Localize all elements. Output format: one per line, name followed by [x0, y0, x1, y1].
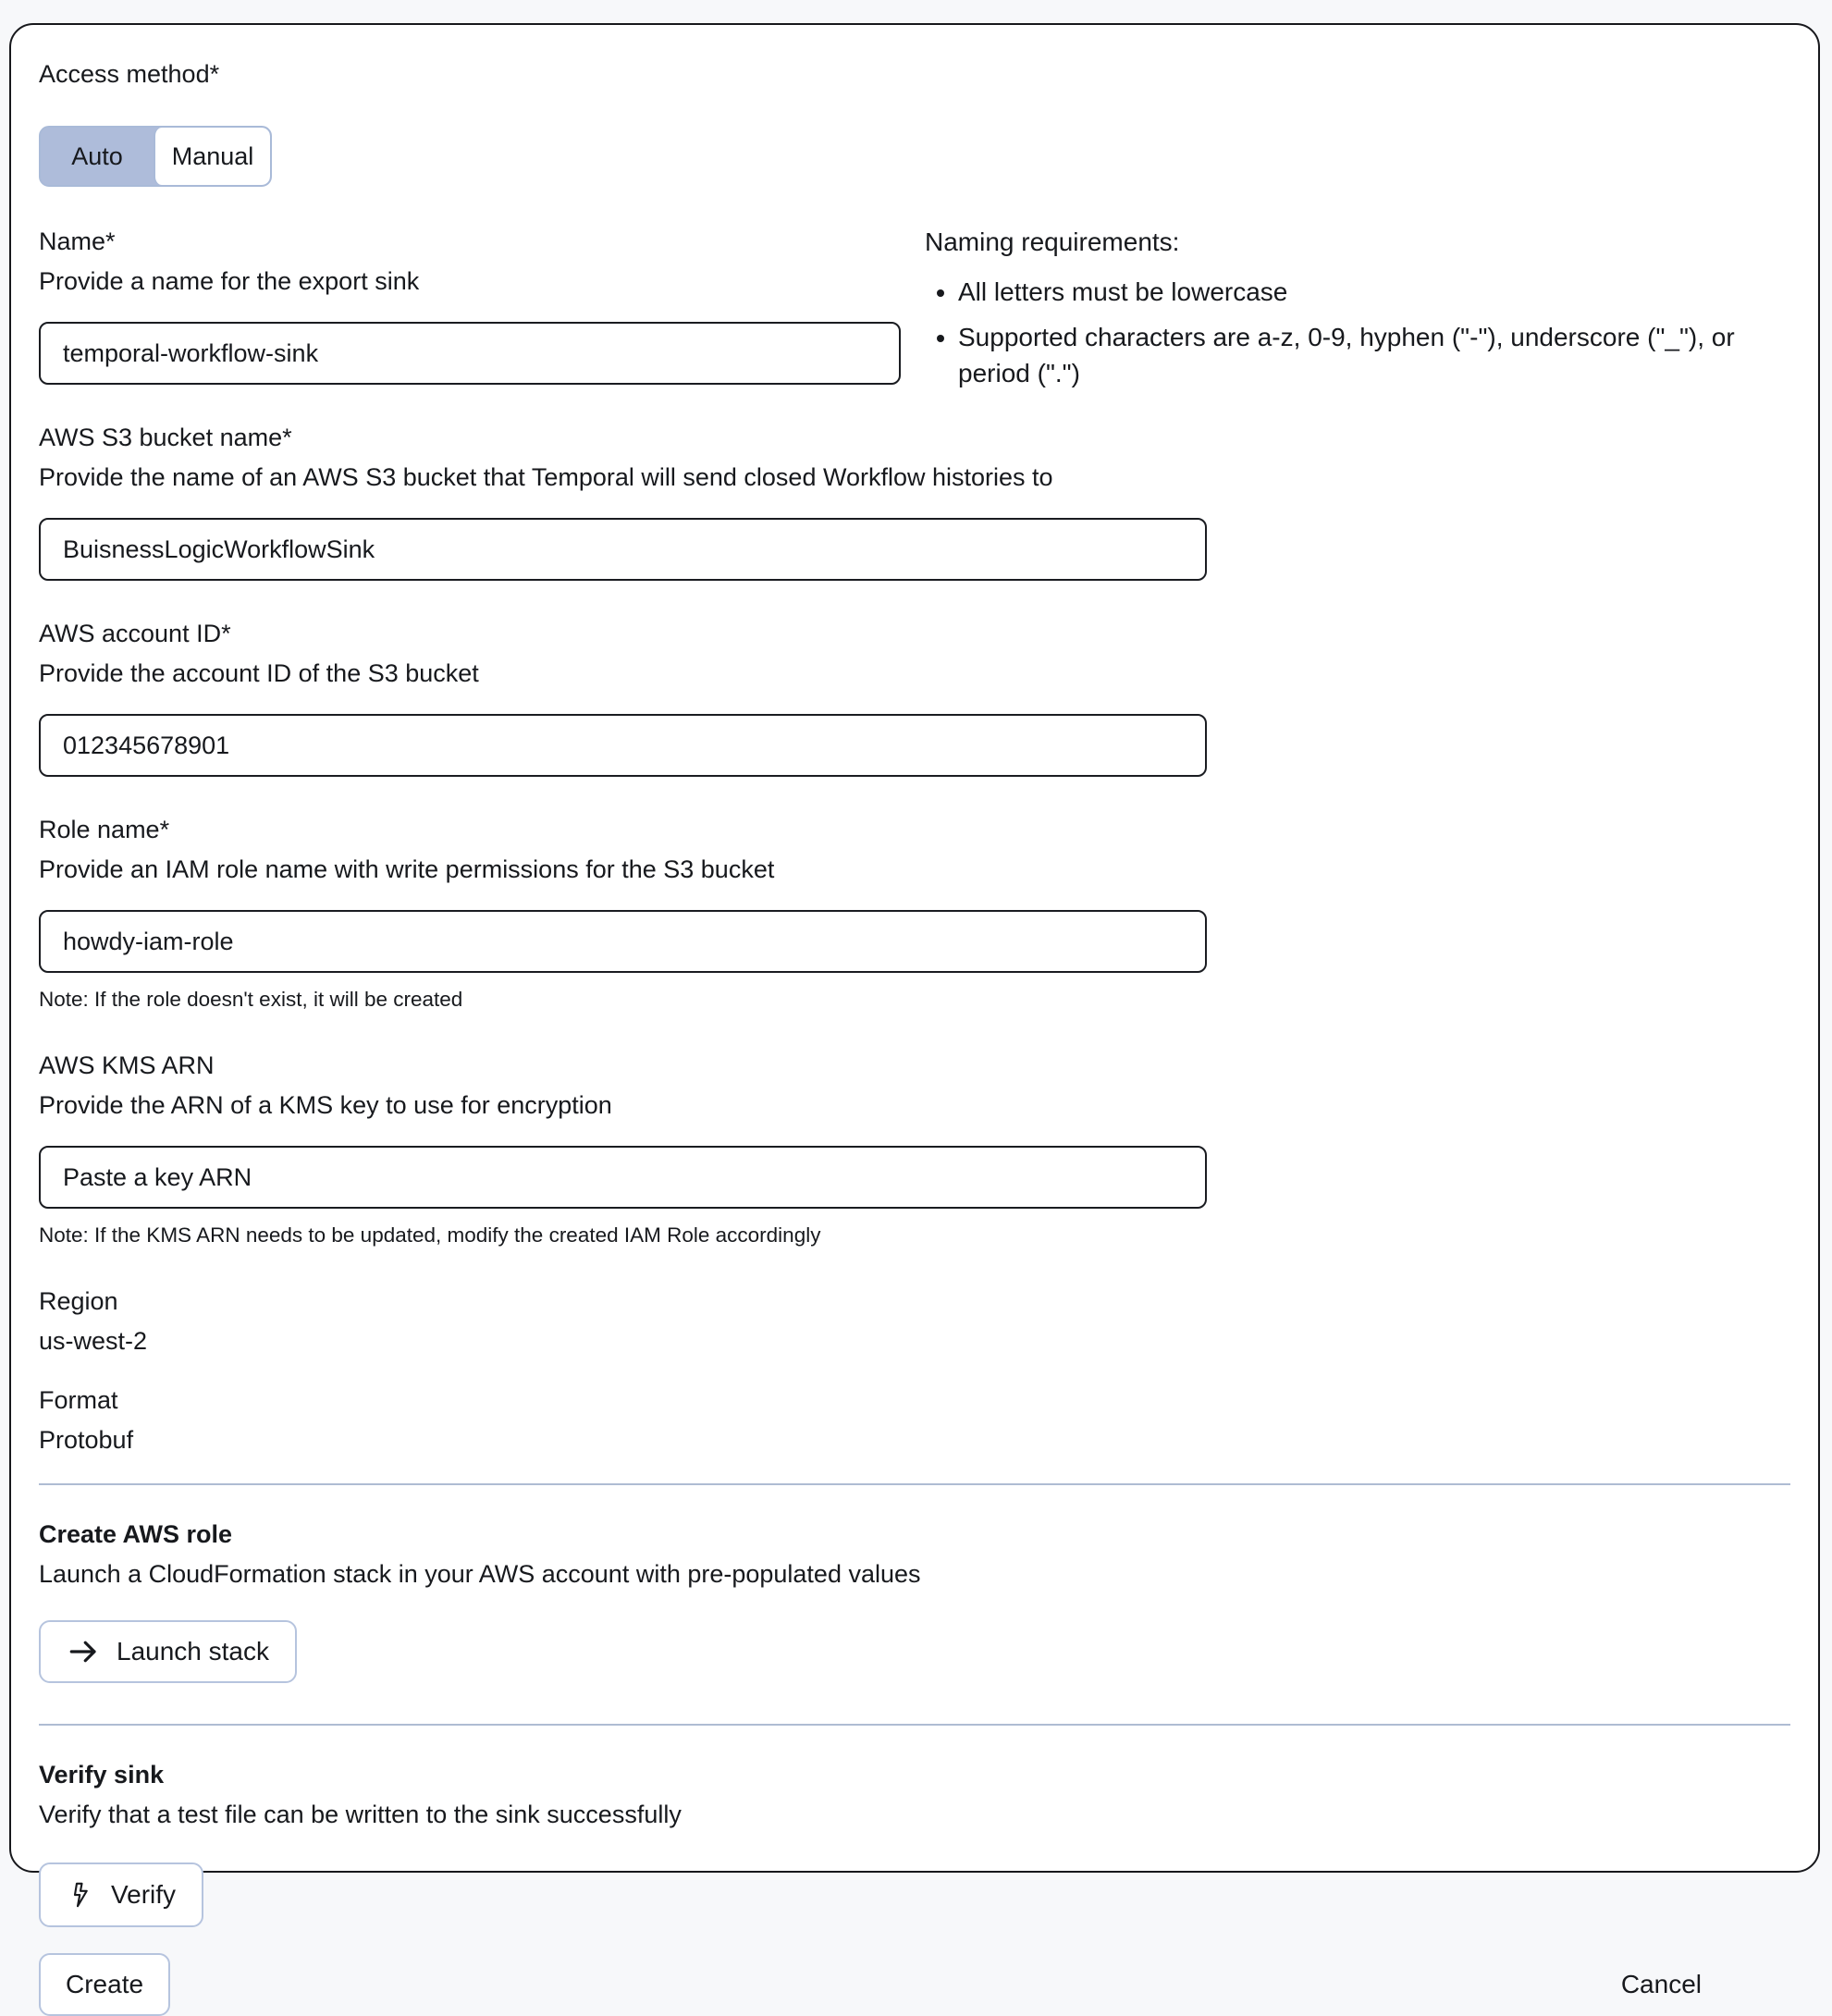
launch-stack-button[interactable] [39, 1620, 297, 1683]
region-field [39, 1285, 1790, 1357]
s3-bucket-label: AWS S3 bucket name* [39, 424, 292, 451]
format-value: Protobuf [39, 1426, 134, 1454]
s3-bucket-input[interactable] [39, 518, 1207, 581]
role-name-input[interactable] [39, 910, 1207, 973]
role-name-label: Role name* [39, 816, 170, 843]
access-method-option-manual-label: Manual [171, 141, 254, 170]
name-description: Provide a name for the export sink [39, 267, 420, 295]
name-input[interactable] [39, 322, 901, 385]
section-divider [39, 1483, 1790, 1485]
name-field [39, 226, 901, 385]
kms-arn-input[interactable] [39, 1146, 1207, 1209]
region-value: us-west-2 [39, 1327, 148, 1355]
format-field [39, 1384, 1790, 1456]
kms-arn-description: Provide the ARN of a KMS key to use for encryption [39, 1091, 612, 1119]
kms-arn-note: Note: If the KMS ARN needs to be updated, modify the created IAM Role accordingly [39, 1223, 821, 1247]
role-name-description: Provide an IAM role name with write permissions for the S3 bucket [39, 855, 775, 883]
create-button-label: Create [66, 1970, 144, 1998]
lightning-icon [67, 1881, 94, 1909]
account-id-input[interactable] [39, 714, 1207, 777]
s3-bucket-description: Provide the name of an AWS S3 bucket that Temporal will send closed Workflow histories to [39, 463, 1053, 491]
verify-button-label: Verify [111, 1880, 177, 1909]
access-method-label: Access method* [39, 60, 220, 88]
verify-sink-section [39, 1759, 1790, 1927]
account-id-field [39, 618, 1790, 777]
format-label: Format [39, 1386, 118, 1414]
launch-stack-button-label: Launch stack [117, 1637, 269, 1666]
export-sink-form-card [9, 23, 1820, 1998]
create-button[interactable] [39, 1953, 170, 2016]
kms-arn-label: AWS KMS ARN [39, 1051, 215, 1079]
access-method-option-auto[interactable] [41, 128, 154, 185]
create-aws-role-title: Create AWS role [39, 1520, 233, 1548]
verify-sink-description: Verify that a test file can be written to the sink successfully [39, 1801, 682, 1828]
create-aws-role-description: Launch a CloudFormation stack in your AWS account with pre-populated values [39, 1560, 921, 1588]
naming-requirements-title: Naming requirements: [925, 227, 1180, 256]
account-id-description: Provide the account ID of the S3 bucket [39, 659, 479, 687]
s3-bucket-field [39, 422, 1790, 581]
naming-requirement-item: • All letters must be lowercase [958, 274, 1762, 310]
access-method-toggle [39, 126, 272, 187]
kms-arn-field [39, 1050, 1790, 1248]
access-method-option-manual[interactable] [154, 128, 270, 185]
arrow-right-icon [67, 1635, 100, 1668]
verify-button[interactable] [39, 1862, 203, 1927]
section-divider [39, 1724, 1790, 1726]
role-name-note: Note: If the role doesn't exist, it will be created [39, 988, 463, 1011]
role-name-field [39, 814, 1790, 1013]
naming-requirements-list [925, 274, 1762, 391]
region-label: Region [39, 1287, 118, 1315]
verify-sink-title: Verify sink [39, 1761, 165, 1789]
name-label: Name* [39, 227, 116, 255]
naming-requirement-item: • Supported characters are a-z, 0-9, hyphen ("-"), underscore ("_"), or period (".") [958, 319, 1762, 391]
access-method-option-auto-label: Auto [71, 141, 123, 170]
create-aws-role-section [39, 1518, 1790, 1702]
account-id-label: AWS account ID* [39, 620, 231, 647]
naming-requirements [925, 226, 1790, 400]
cancel-button[interactable]: Cancel [1620, 1970, 1702, 1998]
form-actions [39, 1953, 1790, 2016]
